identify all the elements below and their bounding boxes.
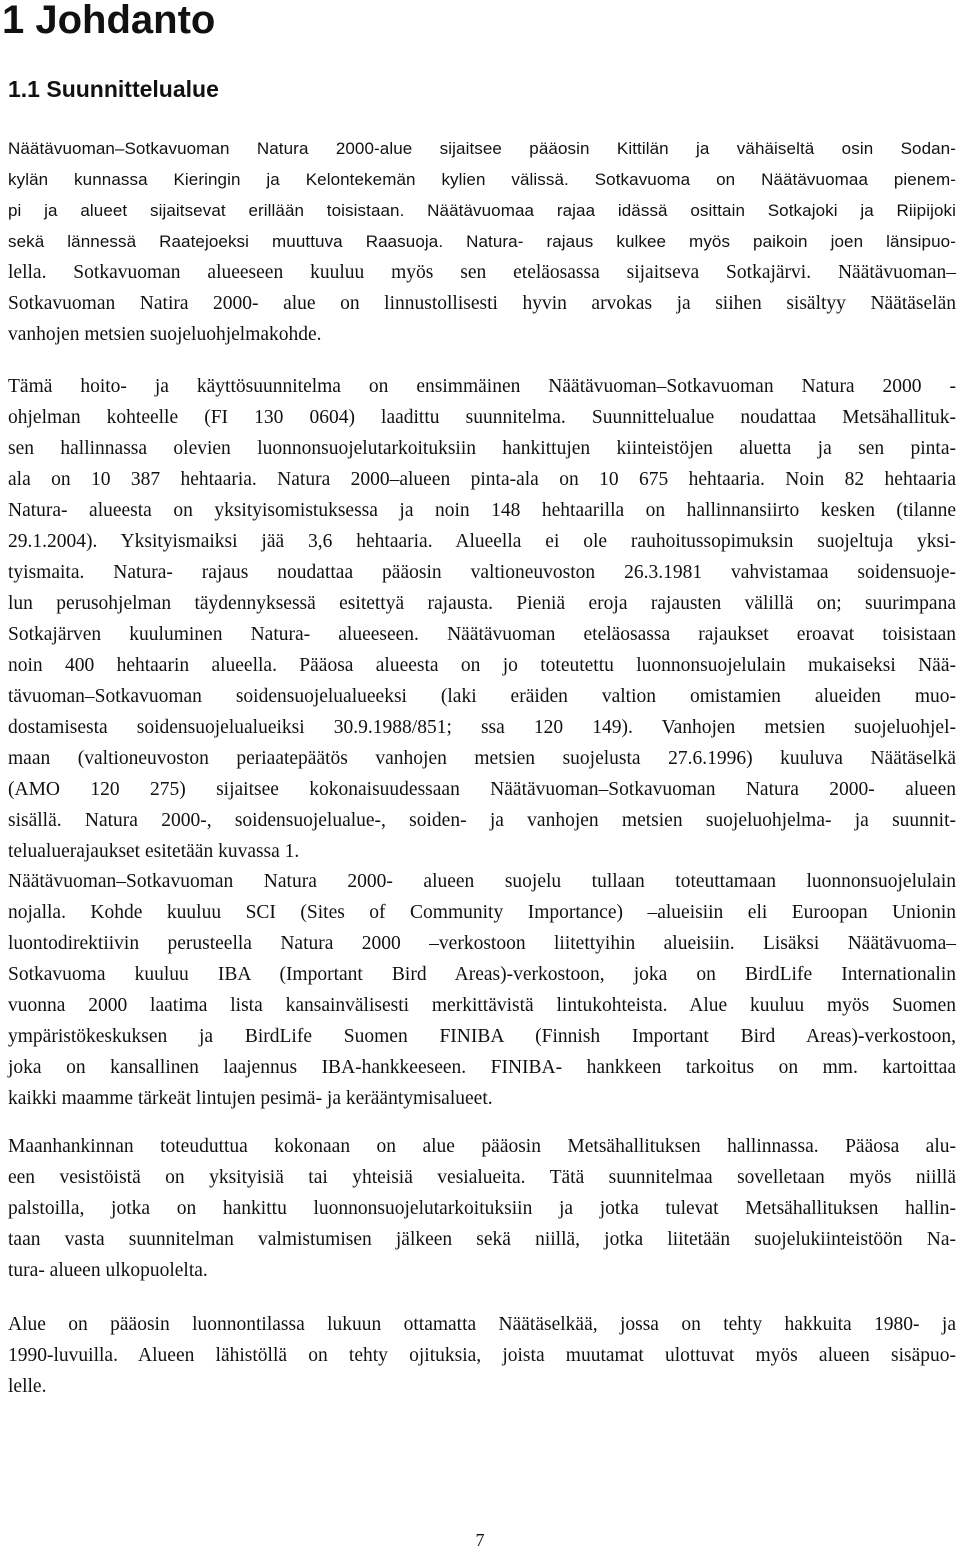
text-line: kylän kunnassa Kieringin ja Kelontekemän kylien välissä. Sotkavuoma on Näätävuomaa pienem-	[8, 170, 956, 189]
text-line: sekä lännessä Raatejoeksi muuttuva Raasuoja. Natura- rajaus kulkee myös paikoin joen länsipuo-	[8, 232, 956, 251]
text-line: lun perusohjelman täydennyksessä esitettyä rajausta. Pieniä eroja rajausten välillä on; suurimpana	[8, 593, 956, 614]
text-line: sen hallinnassa olevien luonnonsuojelutarkoituksiin hankittujen kiinteistöjen aluetta ja sen pinta-	[8, 438, 956, 459]
paragraph	[8, 371, 956, 867]
text-line: Sotkavuoma kuuluu IBA (Important Bird Areas)-verkostoon, joka on BirdLife Internationalin	[8, 964, 956, 985]
text-line: (AMO 120 275) sijaitsee kokonaisuudessaan Näätävuoman–Sotkavuoman Natura 2000- alueen	[8, 779, 956, 800]
text-line: Sotkajärven kuuluminen Natura- alueeseen. Näätävuoman eteläosassa rajaukset eroavat toisistaan	[8, 624, 956, 645]
text-line: Näätävuoman–Sotkavuoman Natura 2000- alueen suojelu tullaan toteuttamaan luonnonsuojelulain	[8, 871, 956, 892]
text-line: Maanhankinnan toteuduttua kokonaan on alue pääosin Metsähallituksen hallinnassa. Pääosa alu-	[8, 1136, 956, 1157]
text-line: pi ja alueet sijaitsevat erillään toisistaan. Näätävuomaa rajaa idässä osittain Sotkajoki ja Riipijoki	[8, 201, 956, 220]
paragraph	[8, 866, 956, 1114]
text-line: 29.1.2004). Yksityismaiksi jää 3,6 hehtaaria. Alueella ei ole rauhoitussopimuksin suojeltuja yksi-	[8, 531, 956, 552]
page-number: 7	[475, 1530, 485, 1550]
text-line: dostamisesta soidensuojelualueiksi 30.9.1988/851; ssa 120 149). Vanhojen metsien suojeluohjel-	[8, 717, 956, 738]
text-line: vuonna 2000 laatima lista kansainvälisesti merkittävistä lintukohteista. Alue kuuluu myös Suomen	[8, 995, 956, 1016]
text-line: Tämä hoito- ja käyttösuunnitelma on ensimmäinen Näätävuoman–Sotkavuoman Natura 2000 -	[8, 376, 956, 397]
text-line: lella. Sotkavuoman alueeseen kuuluu myös sen eteläosassa sijaitseva Sotkajärvi. Näätävuoman–	[8, 262, 956, 283]
chapter-heading: 1 Johdanto	[2, 0, 216, 42]
text-line: joka on kansallinen laajennus IBA-hankkeeseen. FINIBA- hankkeen tarkoitus on mm. kartoittaa	[8, 1057, 956, 1078]
text-line: luontodirektiivin perusteella Natura 2000 –verkostoon liitettyihin alueisiin. Lisäksi Näätävuoma–	[8, 933, 956, 954]
text-line: een vesistöistä on yksityisiä tai yhteisiä vesialueita. Tätä suunnitelmaa sovelletaan myös niillä	[8, 1167, 956, 1188]
text-line: maan (valtioneuvoston periaatepäätös vanhojen metsien suojelusta 27.6.1996) kuuluva Näätäselkä	[8, 748, 956, 769]
text-line: tyismaita. Natura- rajaus noudattaa pääosin valtioneuvoston 26.3.1981 vahvistamaa soidensuoje-	[8, 562, 956, 583]
text-line: ala on 10 387 hehtaaria. Natura 2000–alueen pinta-ala on 10 675 hehtaaria. Noin 82 hehtaaria	[8, 469, 956, 490]
text-line: tävuoman–Sotkavuoman soidensuojelualueeksi (laki eräiden valtion omistamien alueiden muo-	[8, 686, 956, 707]
text-line: Näätävuoman–Sotkavuoman Natura 2000-alue sijaitsee pääosin Kittilän ja vähäiseltä osin Sodan-	[8, 139, 956, 158]
text-line: kaikki maamme tärkeät lintujen pesimä- ja kerääntymisalueet.	[8, 1088, 493, 1109]
text-line: vanhojen metsien suojeluohjelmakohde.	[8, 324, 322, 345]
text-line: palstoilla, jotka on hankittu luonnonsuojelutarkoituksiin ja jotka tulevat Metsähallituksen hallin-	[8, 1198, 956, 1219]
paragraph	[8, 1131, 956, 1286]
text-line: taan vasta suunnitelman valmistumisen jälkeen sekä niillä, jotka liitetään suojelukiinteistöön Na-	[8, 1229, 956, 1250]
section-heading: 1.1 Suunnittelualue	[8, 76, 219, 102]
text-line: Natura- alueesta on yksityisomistuksessa ja noin 148 hehtaarilla on hallinnansiirto kesken (tilanne	[8, 500, 956, 521]
text-line: lelle.	[8, 1376, 47, 1397]
text-line: 1990-luvuilla. Alueen lähistöllä on tehty ojituksia, joista muutamat ulottuvat myös alueen sisäpuo-	[8, 1345, 956, 1366]
text-line: ympäristökeskuksen ja BirdLife Suomen FINIBA (Finnish Important Bird Areas)-verkostoon,	[8, 1026, 956, 1047]
text-line: noin 400 hehtaarin alueella. Pääosa alueesta on jo toteutettu luonnonsuojelulain mukaiseksi Nää-	[8, 655, 956, 676]
text-line: sisällä. Natura 2000-, soidensuojelualue-, soiden- ja vanhojen metsien suojeluohjelma- ja suunnit-	[8, 810, 956, 831]
text-line: telualuerajaukset esitetään kuvassa 1.	[8, 841, 300, 862]
paragraph	[8, 1309, 956, 1402]
text-line: Alue on pääosin luonnontilassa lukuun ottamatta Näätäselkää, jossa on tehty hakkuita 1980- ja	[8, 1314, 956, 1335]
paragraph	[8, 133, 956, 350]
text-line: nojalla. Kohde kuuluu SCI (Sites of Community Importance) –alueisiin eli Euroopan Unionin	[8, 902, 956, 923]
text-line: ohjelman kohteelle (FI 130 0604) laadittu suunnitelma. Suunnittelualue noudattaa Metsähallituk-	[8, 407, 956, 428]
text-line: Sotkavuoman Natira 2000- alue on linnustollisesti hyvin arvokas ja siihen sisältyy Näätäselän	[8, 293, 956, 314]
text-line: tura- alueen ulkopuolelta.	[8, 1260, 208, 1281]
